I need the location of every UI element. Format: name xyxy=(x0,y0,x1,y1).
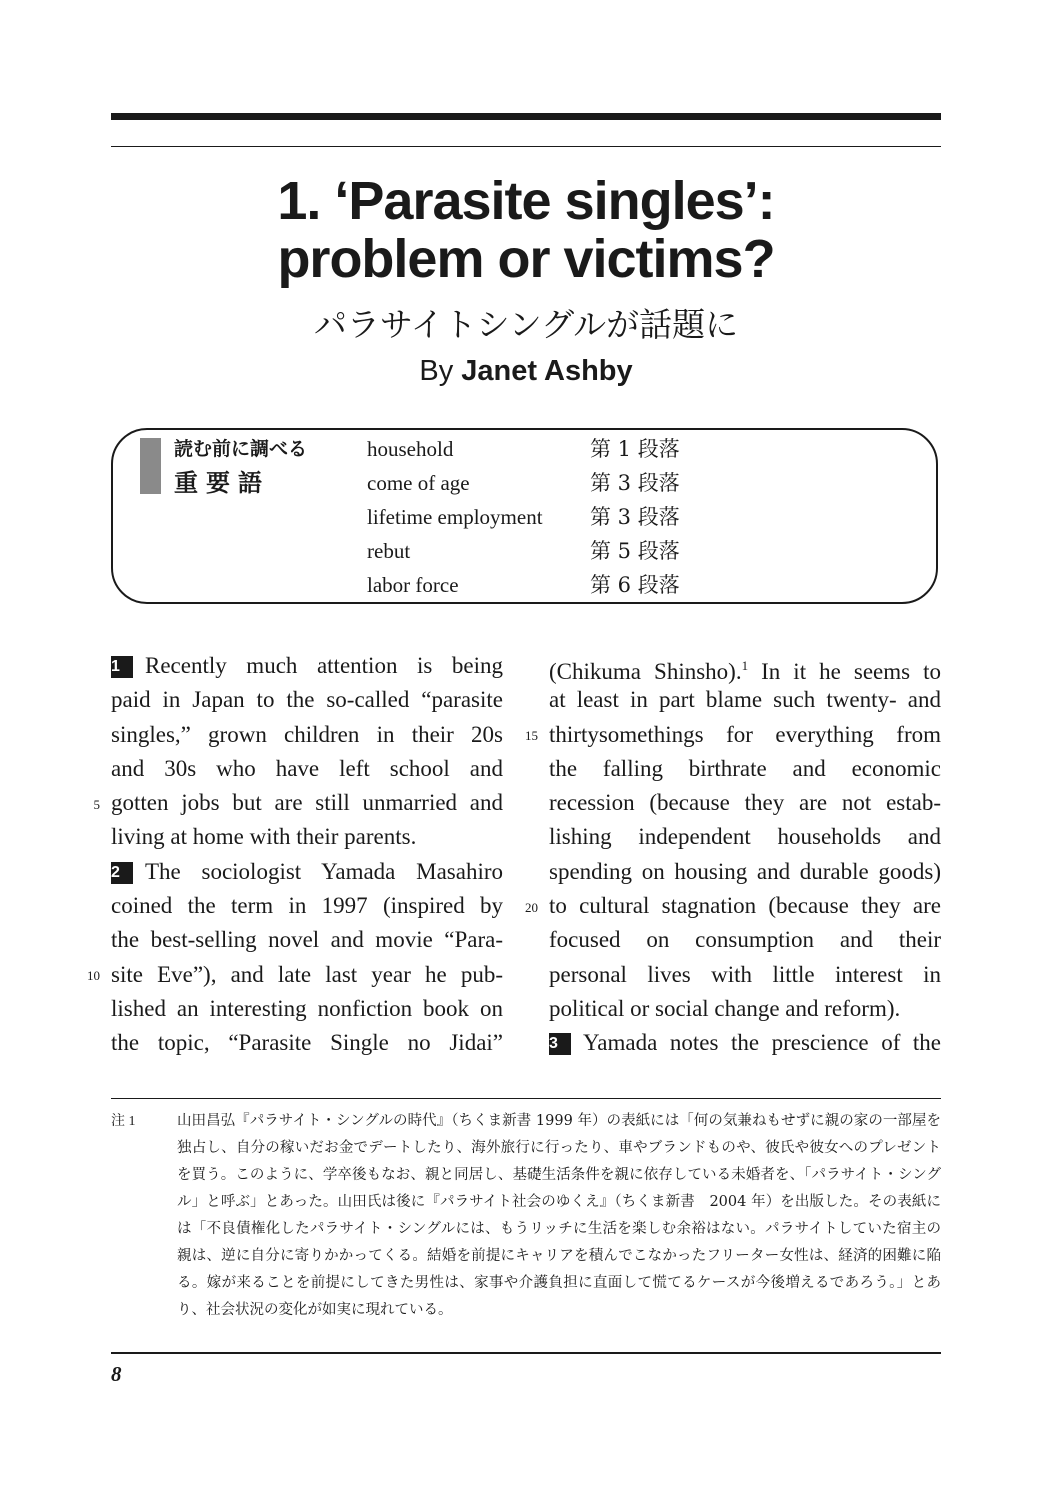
body-line: the falling birthrate and economic xyxy=(549,755,941,781)
line-number: 15 xyxy=(525,728,538,743)
title-line-2: problem or victims? xyxy=(277,229,775,289)
vocabulary-term: come of age xyxy=(367,471,470,495)
body-line: recession (because they are not estab- xyxy=(549,790,941,816)
vocabulary-term: labor force xyxy=(367,573,459,597)
title-line-1: 1. ‘Parasite singles’: xyxy=(277,171,775,231)
body-column-left xyxy=(111,649,503,1061)
body-line: coined the term in 1997 (inspired by xyxy=(111,893,503,919)
japanese-subtitle: パラサイトシングルが話題に xyxy=(313,305,739,344)
line-number: 10 xyxy=(87,968,100,983)
body-line: thirtysomethings for everything from xyxy=(549,721,941,747)
footnote-bottom-rule xyxy=(111,1352,941,1354)
vocabulary-heading-line-1: 読む前に調べる xyxy=(174,438,308,460)
page-number: 8 xyxy=(111,1362,122,1386)
body-line: lishing independent households and xyxy=(549,824,941,850)
vocabulary-term: household xyxy=(367,437,454,461)
line-number: 5 xyxy=(93,797,100,812)
body-line: paid in Japan to the so-called “parasite xyxy=(111,687,503,713)
body-line: personal lives with little interest in xyxy=(549,961,941,987)
footnote-label: 注 1 xyxy=(111,1114,136,1129)
body-line: living at home with their parents. xyxy=(111,824,417,850)
byline-prefix: By xyxy=(419,355,454,387)
vocabulary-paragraph: 第 6 段落 xyxy=(590,573,680,597)
body-line: the best-selling novel and movie “Para- xyxy=(111,927,503,953)
body-line: the topic, “Parasite Single no Jidai” xyxy=(111,1030,503,1056)
author-name: Janet Ashby xyxy=(461,355,633,387)
body-line xyxy=(111,649,503,683)
body-column-right xyxy=(549,649,941,1061)
vocabulary-paragraph: 第 3 段落 xyxy=(590,505,680,529)
top-thick-rule xyxy=(111,113,941,120)
body-line: and 30s who have left school and xyxy=(111,755,503,781)
line-number: 20 xyxy=(525,900,538,915)
footnote-reference: 1 xyxy=(741,658,749,673)
body-line: focused on consumption and their xyxy=(549,927,941,953)
paragraph-number: 3 xyxy=(549,1033,571,1055)
body-line-text: The sociologist Yamada Masahiro xyxy=(145,858,503,884)
vocabulary-term: lifetime employment xyxy=(367,505,543,529)
vocabulary-paragraph: 第 5 段落 xyxy=(590,539,680,563)
vocabulary-heading-line-2: 重要語 xyxy=(174,469,270,497)
body-line-text: (Chikuma Shinsho). xyxy=(549,659,742,684)
byline xyxy=(111,352,941,390)
body-line: political or social change and reform). xyxy=(549,995,901,1021)
footnote-text: 山田昌弘『パラサイト・シングルの時代』（ちくま新書 1999 年）の表紙には「何の気兼ねもせずに親の家の一部屋を独占し、自分の稼いだお金でデートしたり、海外旅行に行ったり、車やブランドものや、彼氏や彼女へのプレゼントを買う。このように、学卒後もなお、親と同居し、基礎生活条件を親に依存している未婚者を、「パラサイト・シングル」と呼ぶ」とあった。山田氏は後に『パラサイト社会のゆくえ』（ちくま新書 2004 年）を出版した。その表紙には「不良債権化したパラサイト・シングルには、もうリッチに生活を楽しむ余裕はない。パラサイトしていた宿主の親は、逆に自分に寄りかかってくる。結婚を前提にキャリアを積んでこなかったフリーター女性は、経済的困難に陥る。嫁が来ることを前提にしてきた男性は、家事や介護負担に直面して慌てるケースが今後増えるであろう。」とあり、社会状況の変化が如実に現れている。 xyxy=(177,1113,941,1318)
body-line-text: Yamada notes the prescience of the xyxy=(583,1030,941,1056)
top-thin-rule xyxy=(111,146,941,147)
article-title xyxy=(111,172,941,288)
vocabulary-paragraph: 第 3 段落 xyxy=(590,471,680,495)
body-line: gotten jobs but are still unmarried and xyxy=(111,790,503,816)
body-line xyxy=(549,1026,941,1060)
body-line xyxy=(111,855,503,889)
body-line: lished an interesting nonfiction book on xyxy=(111,995,503,1021)
paragraph-number: 2 xyxy=(111,862,133,884)
body-line: site Eve”), and late last year he pub- xyxy=(111,961,503,987)
footnote-top-rule xyxy=(111,1098,941,1099)
body-line-text: In it he seems to xyxy=(748,659,942,684)
paragraph-number: 1 xyxy=(111,656,133,678)
body-line xyxy=(549,649,941,683)
vocabulary-term: rebut xyxy=(367,539,411,563)
body-line: spending on housing and durable goods) xyxy=(549,858,941,884)
vocabulary-marker-bar xyxy=(140,438,161,494)
body-line-text: Recently much attention is being xyxy=(145,653,503,678)
body-line: at least in part blame such twenty- and xyxy=(549,687,941,713)
body-line: singles,” grown children in their 20s xyxy=(111,721,503,747)
body-line: to cultural stagnation (because they are xyxy=(549,893,941,919)
vocabulary-paragraph: 第 1 段落 xyxy=(590,437,680,461)
